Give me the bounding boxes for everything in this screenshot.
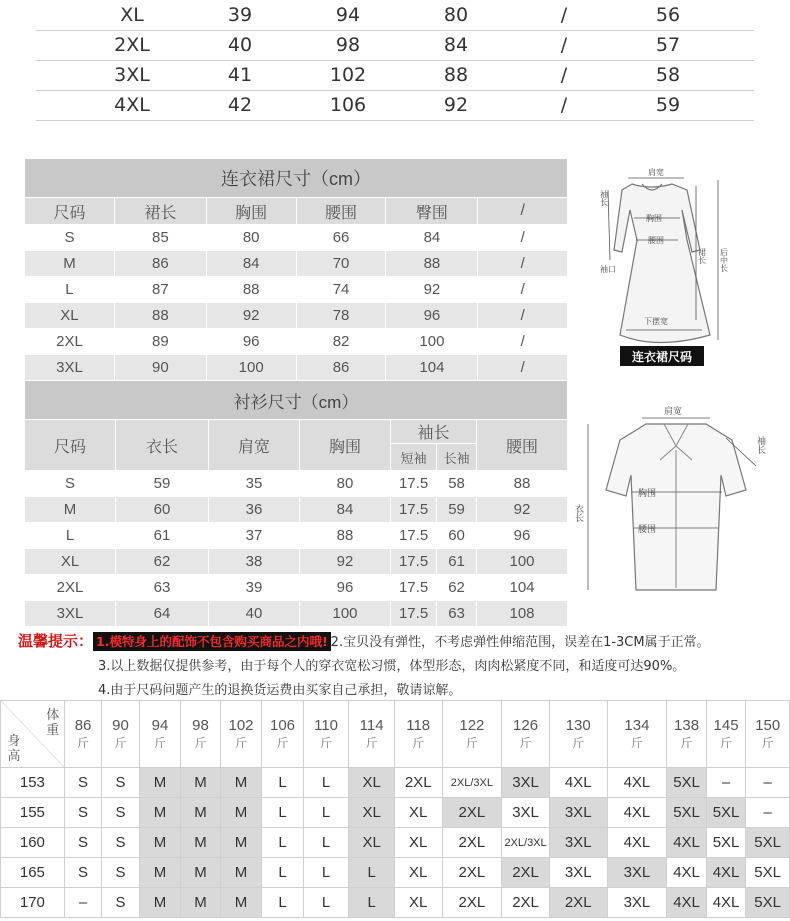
weight-value: 130 — [565, 717, 591, 734]
weight-header-cell — [102, 701, 139, 768]
weight-unit: 斤 — [519, 736, 532, 750]
size-cell: M — [181, 798, 221, 828]
size-cell: 4XL — [607, 768, 667, 798]
top-table-cell: 41 — [227, 64, 253, 86]
shirt-subheader-cell: 长袖 — [437, 444, 477, 471]
height-weight-table — [0, 700, 790, 918]
size-cell: M — [220, 798, 262, 828]
dress-table-row — [25, 225, 568, 251]
shirt-cell: 36 — [209, 497, 300, 523]
size-cell: S — [102, 858, 139, 888]
shirt-cell: 88 — [300, 523, 391, 549]
size-cell: M — [220, 888, 262, 918]
weight-unit: 斤 — [153, 736, 166, 750]
dress-cell: 96 — [386, 303, 478, 329]
size-cell: M — [139, 858, 181, 888]
shirt-table-title: 衬衫尺寸（cm） — [25, 381, 568, 420]
weight-header-cell — [303, 701, 349, 768]
size-cell: L — [262, 828, 304, 858]
dress-label-length: 裙长 — [697, 248, 707, 264]
size-cell: 3XL — [607, 858, 667, 888]
weight-unit: 斤 — [276, 736, 289, 750]
top-table-cell: 88 — [443, 64, 469, 86]
size-cell: S — [102, 828, 139, 858]
shirt-table-row — [25, 471, 568, 497]
weight-header-cell — [139, 701, 181, 768]
shirt-cell: 17.5 — [391, 523, 437, 549]
note-4: 4.由于尺码问题产生的退换货运费由买家自己承担，敬请谅解。 — [98, 683, 462, 698]
size-cell: M — [139, 798, 181, 828]
shirt-header-cell: 腰围 — [477, 420, 568, 471]
size-cell: S — [102, 798, 139, 828]
size-cell: M — [220, 768, 262, 798]
top-table-cell: 42 — [227, 94, 253, 116]
dress-table-row — [25, 329, 568, 355]
size-cell: – — [746, 768, 790, 798]
shirt-cell: 60 — [116, 497, 209, 523]
note-1: 1.模特身上的配饰不包含购买商品之内哦! — [93, 632, 331, 651]
shirt-cell: 59 — [437, 497, 477, 523]
shirt-cell: 2XL — [25, 575, 116, 601]
weight-header-cell — [181, 701, 221, 768]
size-cell: L — [303, 858, 349, 888]
shirt-cell: XL — [25, 549, 116, 575]
weight-unit: 斤 — [320, 736, 333, 750]
weight-unit: 斤 — [465, 736, 478, 750]
dress-header-cell: 裙长 — [114, 198, 206, 225]
top-table-row — [36, 90, 754, 121]
shirt-cell: 64 — [116, 601, 209, 627]
size-cell: XL — [349, 768, 395, 798]
size-cell: S — [102, 888, 139, 918]
top-table-row — [36, 30, 754, 61]
dress-cell: 90 — [114, 355, 206, 381]
shirt-cell: 104 — [477, 575, 568, 601]
size-cell: 3XL — [502, 798, 550, 828]
dress-diagram-caption: 连衣裙尺码 — [631, 350, 693, 364]
size-cell: M — [181, 888, 221, 918]
size-cell: 5XL — [706, 828, 746, 858]
shirt-cell: 38 — [209, 549, 300, 575]
weight-unit: 斤 — [761, 736, 774, 750]
size-cell: 4XL — [667, 828, 707, 858]
size-cell: M — [139, 828, 181, 858]
shirt-cell: 100 — [477, 549, 568, 575]
notes-label: 温馨提示： — [18, 632, 94, 650]
dress-cell: 85 — [114, 225, 206, 251]
size-cell: 4XL — [706, 888, 746, 918]
dress-cell: 87 — [114, 277, 206, 303]
size-cell: 2XL — [442, 858, 502, 888]
dress-cell: 84 — [386, 225, 478, 251]
shirt-label-sleeve: 袖长 — [755, 436, 765, 454]
weight-unit: 斤 — [194, 736, 207, 750]
size-cell: S — [64, 768, 101, 798]
dress-cell: 92 — [206, 303, 296, 329]
weight-unit: 斤 — [412, 736, 425, 750]
dress-label-sleeve: 袖长 — [599, 190, 609, 206]
top-table-cell: 40 — [227, 34, 253, 56]
corner-weight-label: 体重 — [46, 707, 60, 737]
top-table-cell: 4XL — [114, 94, 150, 116]
weight-header-cell — [64, 701, 101, 768]
weight-unit: 斤 — [77, 736, 90, 750]
size-cell: 4XL — [667, 858, 707, 888]
weight-unit: 斤 — [114, 736, 127, 750]
dress-cell: 100 — [206, 355, 296, 381]
size-cell: M — [181, 828, 221, 858]
dress-label-cuff: 袖口 — [600, 265, 616, 274]
weight-value: 90 — [112, 717, 129, 734]
weight-header-cell — [667, 701, 707, 768]
shirt-cell: 40 — [209, 601, 300, 627]
size-cell: L — [303, 828, 349, 858]
shirt-cell: 39 — [209, 575, 300, 601]
size-cell: M — [181, 768, 221, 798]
dress-cell: 86 — [296, 355, 386, 381]
size-cell: 4XL — [607, 828, 667, 858]
weight-value: 150 — [755, 717, 781, 734]
size-cell: 4XL — [607, 798, 667, 828]
size-cell: 5XL — [746, 828, 790, 858]
weight-header-cell — [549, 701, 607, 768]
dress-cell: M — [25, 251, 115, 277]
top-table-cell: / — [560, 4, 568, 26]
shirt-cell: L — [25, 523, 116, 549]
dress-cell: 2XL — [25, 329, 115, 355]
top-table-cell: 3XL — [114, 64, 150, 86]
dress-cell: 82 — [296, 329, 386, 355]
dress-cell: 88 — [386, 251, 478, 277]
size-cell: S — [64, 798, 101, 828]
weight-value: 145 — [713, 717, 739, 734]
size-cell: 5XL — [667, 798, 707, 828]
weight-value: 114 — [359, 717, 384, 734]
size-cell: M — [220, 858, 262, 888]
shirt-label-length: 衣长 — [573, 504, 583, 522]
shirt-cell: 59 — [116, 471, 209, 497]
size-cell: S — [102, 768, 139, 798]
shirt-header-cell: 尺码 — [25, 420, 116, 471]
dress-label-bust: 胸围 — [646, 214, 662, 223]
size-cell: 4XL — [549, 768, 607, 798]
weight-header-cell — [706, 701, 746, 768]
top-table-cell: XL — [120, 4, 144, 26]
height-cell: 153 — [1, 768, 65, 798]
weight-value: 118 — [406, 717, 431, 734]
shirt-header-cell: 胸围 — [300, 420, 391, 471]
size-cell: L — [262, 858, 304, 888]
weight-value: 138 — [674, 717, 700, 734]
shirt-cell: 96 — [477, 523, 568, 549]
height-cell: 165 — [1, 858, 65, 888]
dress-cell: / — [478, 225, 568, 251]
size-cell: 2XL — [442, 888, 502, 918]
dress-label-shoulder: 肩宽 — [648, 168, 664, 177]
size-cell: 5XL — [706, 798, 746, 828]
dress-label-hem: 下摆宽 — [644, 317, 668, 326]
top-table-cell: 106 — [329, 94, 367, 116]
dress-cell: XL — [25, 303, 115, 329]
size-cell: 2XL — [442, 828, 502, 858]
size-cell: L — [303, 768, 349, 798]
dress-header-cell: 腰围 — [296, 198, 386, 225]
shirt-label-bust: 胸围 — [638, 489, 657, 499]
dress-cell: / — [478, 251, 568, 277]
shirt-cell: 88 — [477, 471, 568, 497]
shirt-cell: 3XL — [25, 601, 116, 627]
dress-cell: 96 — [206, 329, 296, 355]
dress-cell: 80 — [206, 225, 296, 251]
shirt-cell: 61 — [437, 549, 477, 575]
weight-table-row — [1, 768, 790, 798]
dress-header-cell: 胸围 — [206, 198, 296, 225]
weight-header-cell — [502, 701, 550, 768]
dress-cell: / — [478, 303, 568, 329]
weight-table-row — [1, 858, 790, 888]
weight-unit: 斤 — [365, 736, 378, 750]
size-cell: – — [64, 888, 101, 918]
size-cell: 2XL/3XL — [502, 828, 550, 858]
shirt-header-cell: 袖长 — [391, 420, 477, 444]
weight-header-cell — [220, 701, 262, 768]
weight-value: 134 — [624, 717, 650, 734]
weight-value: 86 — [74, 717, 92, 734]
shirt-cell: 17.5 — [391, 471, 437, 497]
dress-label-waist: 腰围 — [648, 236, 664, 245]
shirt-cell: 60 — [437, 523, 477, 549]
top-table-cell: 80 — [443, 4, 469, 26]
dress-cell: L — [25, 277, 115, 303]
dress-table-title: 连衣裙尺寸（cm） — [25, 159, 568, 198]
top-table-cell: 84 — [443, 34, 469, 56]
weight-header-cell — [746, 701, 790, 768]
size-cell: 4XL — [706, 858, 746, 888]
dress-table-row — [25, 277, 568, 303]
weight-unit: 斤 — [680, 736, 693, 750]
size-cell: 2XL — [502, 888, 550, 918]
shirt-cell: 58 — [437, 471, 477, 497]
size-cell: L — [262, 888, 304, 918]
shirt-cell: 35 — [209, 471, 300, 497]
size-cell: 3XL — [549, 798, 607, 828]
weight-unit: 斤 — [720, 736, 733, 750]
shirt-cell: 17.5 — [391, 497, 437, 523]
dress-cell: / — [478, 277, 568, 303]
dress-cell: 88 — [114, 303, 206, 329]
note-3: 3.以上数据仅提供参考，由于每个人的穿衣宽松习惯，体型形态，肉肉松紧度不同，和适度可达90%。 — [98, 659, 686, 674]
weight-value: 106 — [270, 717, 296, 734]
dress-table-row — [25, 355, 568, 381]
size-cell: 3XL — [607, 888, 667, 918]
size-cell: XL — [349, 828, 395, 858]
top-table-cell: 2XL — [114, 34, 150, 56]
dress-label-back-length: 后中长 — [719, 248, 729, 272]
shirt-cell: 62 — [116, 549, 209, 575]
size-cell: 3XL — [549, 828, 607, 858]
size-cell: 2XL — [442, 798, 502, 828]
top-table-cell: / — [560, 94, 568, 116]
weight-header-cell — [442, 701, 502, 768]
weight-value: 98 — [192, 717, 209, 734]
dress-cell: S — [25, 225, 115, 251]
dress-table-row — [25, 303, 568, 329]
weight-table-row — [1, 798, 790, 828]
size-cell: L — [303, 888, 349, 918]
dress-cell: 100 — [386, 329, 478, 355]
top-table-cell: 92 — [443, 94, 469, 116]
weight-unit: 斤 — [235, 736, 248, 750]
weight-table-row — [1, 828, 790, 858]
top-table-cell: 57 — [655, 34, 681, 56]
size-cell: XL — [394, 798, 442, 828]
shirt-diagram — [573, 400, 781, 620]
shirt-cell: 62 — [437, 575, 477, 601]
shirt-table-row — [25, 549, 568, 575]
shirt-cell: 84 — [300, 497, 391, 523]
size-cell: XL — [394, 828, 442, 858]
size-cell: L — [349, 888, 395, 918]
weight-header-cell — [349, 701, 395, 768]
weight-table-row — [1, 888, 790, 918]
size-cell: XL — [394, 888, 442, 918]
size-cell: 5XL — [746, 858, 790, 888]
shirt-header-cell: 肩宽 — [209, 420, 300, 471]
dress-cell: 92 — [386, 277, 478, 303]
dress-cell: / — [478, 355, 568, 381]
size-cell: M — [139, 888, 181, 918]
dress-cell: 78 — [296, 303, 386, 329]
size-cell: M — [181, 858, 221, 888]
dress-header-cell: 尺码 — [25, 198, 115, 225]
shirt-table-row — [25, 497, 568, 523]
dress-cell: 84 — [206, 251, 296, 277]
size-cell: 4XL — [667, 888, 707, 918]
shirt-subheader-cell: 短袖 — [391, 444, 437, 471]
height-cell: 170 — [1, 888, 65, 918]
shirt-cell: 92 — [300, 549, 391, 575]
size-cell: 5XL — [667, 768, 707, 798]
weight-value: 110 — [314, 717, 339, 734]
size-cell: 5XL — [746, 888, 790, 918]
size-cell: 3XL — [549, 858, 607, 888]
dress-header-cell: 臀围 — [386, 198, 478, 225]
shirt-size-table — [24, 380, 568, 627]
shirt-cell: M — [25, 497, 116, 523]
shirt-cell: 96 — [300, 575, 391, 601]
weight-header-cell — [262, 701, 304, 768]
dress-cell: 74 — [296, 277, 386, 303]
size-cell: 2XL — [394, 768, 442, 798]
shirt-cell: 63 — [437, 601, 477, 627]
height-cell: 155 — [1, 798, 65, 828]
weight-value: 122 — [459, 717, 485, 734]
shirt-cell: 108 — [477, 601, 568, 627]
dress-cell: 3XL — [25, 355, 115, 381]
shirt-table-row — [25, 601, 568, 627]
top-table-cell: 94 — [335, 4, 361, 26]
note-2: 2.宝贝没有弹性，不考虑弹性伸缩范围，误差在1-3CM属于正常。 — [330, 635, 710, 650]
top-table-cell: 98 — [335, 34, 361, 56]
top-table-cell: 56 — [655, 4, 681, 26]
dress-header-cell: / — [478, 198, 568, 225]
top-table-cell: / — [560, 34, 568, 56]
size-cell: M — [139, 768, 181, 798]
shirt-table-row — [25, 575, 568, 601]
size-cell: S — [64, 828, 101, 858]
dress-cell: 89 — [114, 329, 206, 355]
size-cell: M — [220, 828, 262, 858]
size-cell: – — [706, 768, 746, 798]
height-cell: 160 — [1, 828, 65, 858]
shirt-header-cell: 衣长 — [116, 420, 209, 471]
size-cell: L — [262, 798, 304, 828]
dress-cell: 88 — [206, 277, 296, 303]
weight-unit: 斤 — [630, 736, 643, 750]
top-table-cell: 102 — [329, 64, 367, 86]
size-cell: L — [349, 858, 395, 888]
top-table-cell: / — [560, 64, 568, 86]
size-cell: 2XL — [502, 858, 550, 888]
shirt-label-shoulder: 肩宽 — [664, 407, 683, 417]
size-cell: L — [303, 798, 349, 828]
weight-value: 102 — [228, 717, 254, 734]
shirt-cell: S — [25, 471, 116, 497]
size-cell: S — [64, 858, 101, 888]
size-cell: XL — [349, 798, 395, 828]
weight-header-cell — [394, 701, 442, 768]
shirt-cell: 17.5 — [391, 575, 437, 601]
shirt-cell: 17.5 — [391, 601, 437, 627]
size-cell: 3XL — [502, 768, 550, 798]
size-cell: XL — [394, 858, 442, 888]
weight-value: 126 — [513, 717, 539, 734]
shirt-label-waist: 腰围 — [638, 525, 657, 535]
dress-table-row — [25, 251, 568, 277]
size-cell: L — [262, 768, 304, 798]
top-table-row — [36, 60, 754, 91]
top-table-cell: 58 — [655, 64, 681, 86]
dress-cell: / — [478, 329, 568, 355]
weight-table-corner — [1, 701, 65, 768]
shirt-cell: 17.5 — [391, 549, 437, 575]
shirt-cell: 63 — [116, 575, 209, 601]
weight-header-cell — [607, 701, 667, 768]
weight-unit: 斤 — [572, 736, 585, 750]
shirt-cell: 100 — [300, 601, 391, 627]
shirt-table-row — [25, 523, 568, 549]
shirt-cell: 92 — [477, 497, 568, 523]
dress-cell: 104 — [386, 355, 478, 381]
dress-cell: 66 — [296, 225, 386, 251]
size-cell: – — [746, 798, 790, 828]
size-cell: 2XL — [549, 888, 607, 918]
top-table-cell: 39 — [227, 4, 253, 26]
dress-diagram — [592, 160, 742, 375]
shirt-cell: 80 — [300, 471, 391, 497]
dress-size-table — [24, 158, 568, 381]
size-cell: 2XL/3XL — [442, 768, 502, 798]
top-table-row — [36, 0, 754, 31]
shirt-cell: 37 — [209, 523, 300, 549]
corner-height-label: 身高 — [7, 733, 21, 763]
weight-value: 94 — [151, 717, 169, 734]
dress-cell: 70 — [296, 251, 386, 277]
top-table-cell: 59 — [655, 94, 681, 116]
dress-cell: 86 — [114, 251, 206, 277]
shirt-cell: 61 — [116, 523, 209, 549]
